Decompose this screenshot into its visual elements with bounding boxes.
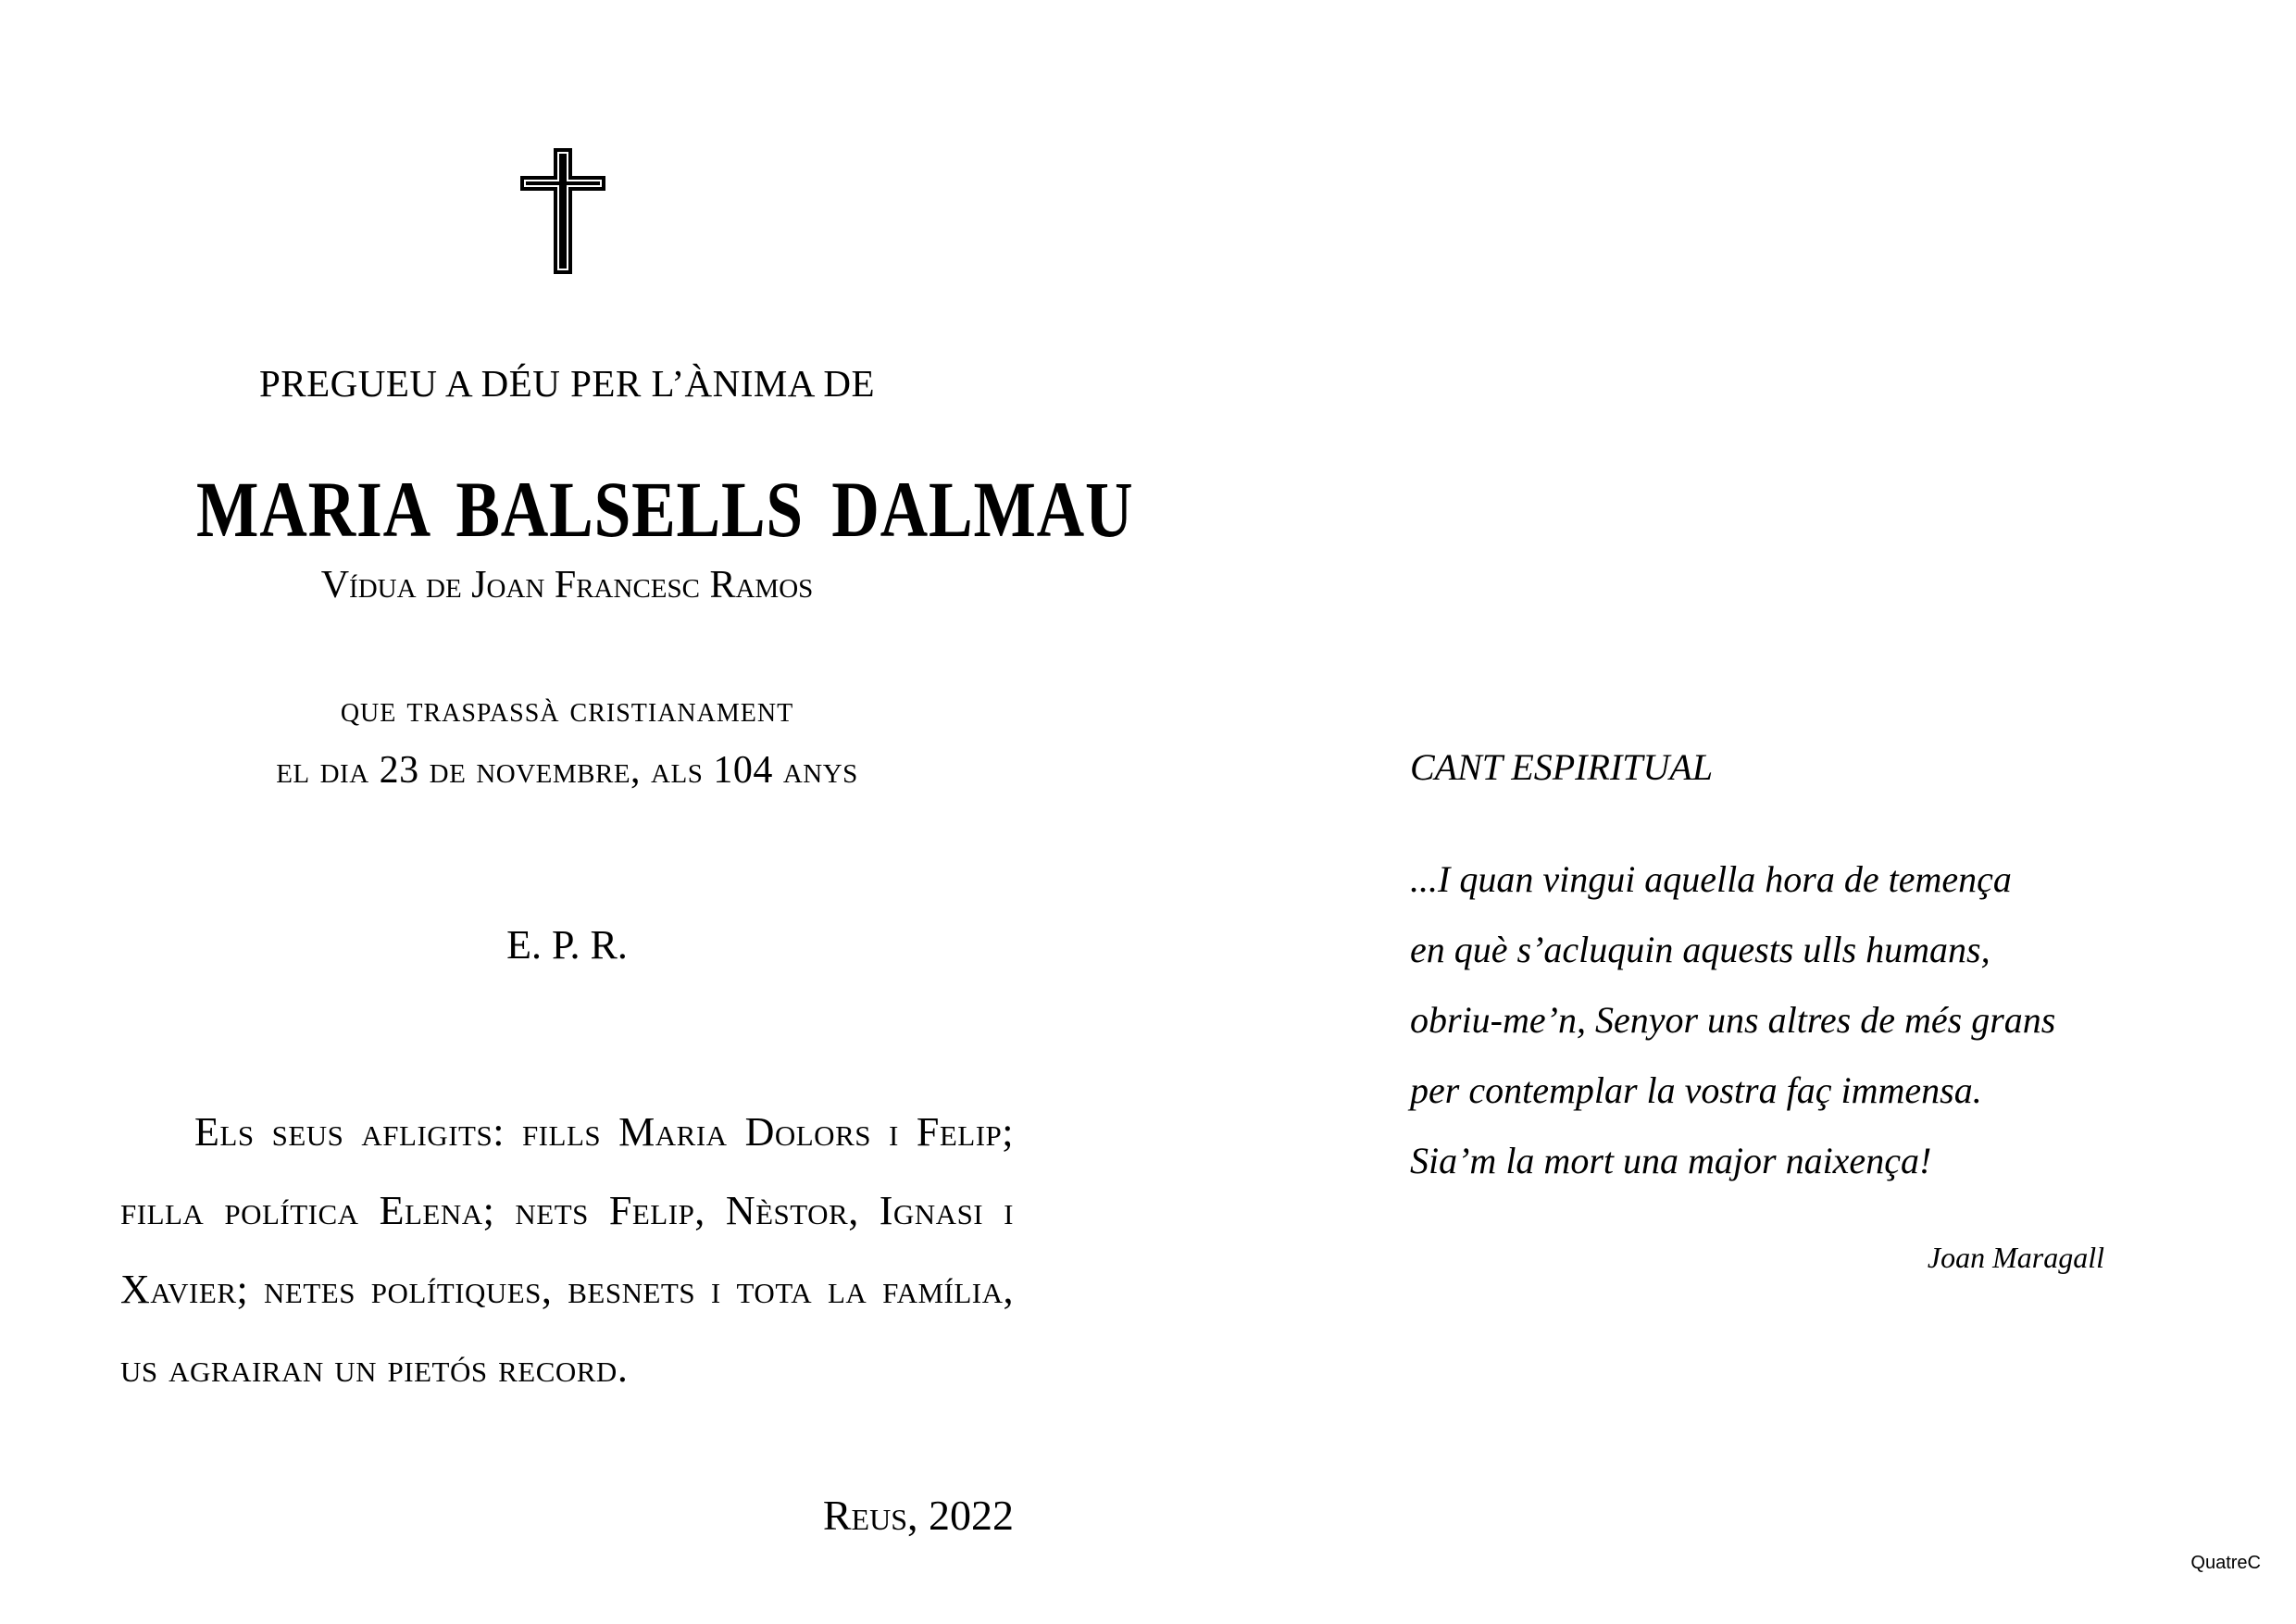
widow-of-line: Vídua de Joan Francesc Ramos — [320, 564, 814, 606]
memorial-card-poem — [1410, 0, 2114, 1624]
poem-title: CANT ESPIRITUAL — [1410, 746, 1714, 788]
date-age-line: el dia 23 de novembre, als 104 anys — [276, 749, 858, 792]
poem-line: per contemplar la vostra faç immensa. — [1410, 1069, 1982, 1111]
deceased-name: MARIA BALSELLS DALMAU — [196, 465, 1134, 554]
prayer-heading: PREGUEU A DÉU PER L’ÀNIMA DE — [258, 362, 876, 405]
poem-line: ...I quan vingui aquella hora de temença — [1410, 858, 2012, 900]
memorial-card-front — [120, 0, 1134, 1624]
poem-author: Joan Maragall — [1927, 1241, 2104, 1274]
poem-verses — [1410, 844, 2055, 1196]
passed-away-line: que traspassà cristianament — [340, 688, 794, 730]
poem-line: obriu-me’n, Senyor uns altres de més grans — [1410, 999, 2056, 1041]
poem-line: en què s’acluquin aquests ulls humans, — [1410, 929, 1990, 970]
poem-line: Sia’m la mort una major naixença! — [1410, 1140, 1932, 1181]
mourners-paragraph: Els seus afligits: fills Maria Dolors i Felip; filla política Elena; nets Felip, Nèstor, Ignasi i Xavier; netes polítiques, besnets i tota la família, us agrairan un pietós record. — [120, 1109, 1014, 1391]
cross-icon — [518, 146, 607, 276]
printer-mark: QuatreC — [2190, 1553, 2261, 1573]
place-year: Reus, 2022 — [822, 1492, 1014, 1539]
rip-abbreviation: E. P. R. — [506, 922, 628, 968]
